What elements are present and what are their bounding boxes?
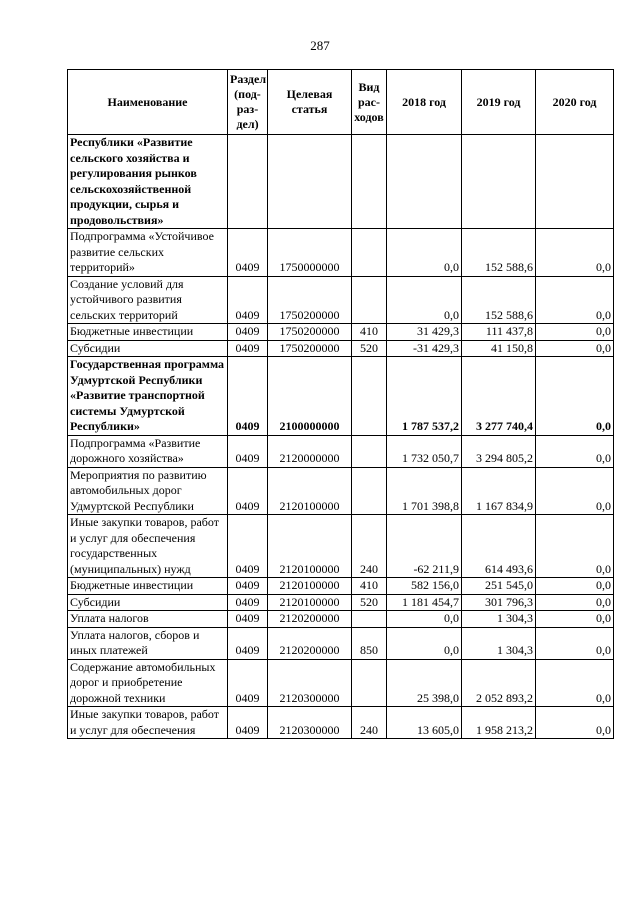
cell-2019: 1 958 213,2: [462, 707, 536, 739]
cell-section: 0409: [228, 627, 268, 659]
table-row: [68, 627, 614, 659]
cell-type: [352, 229, 387, 277]
table-row: [68, 357, 614, 436]
cell-2018: 13 605,0: [387, 707, 462, 739]
cell-type: [352, 659, 387, 707]
header-target: Целевая статья: [268, 70, 352, 135]
cell-2020: 0,0: [536, 594, 614, 611]
cell-type: [352, 467, 387, 515]
cell-2019: 152 588,6: [462, 229, 536, 277]
cell-target: 2120100000: [268, 594, 352, 611]
cell-section: 0409: [228, 594, 268, 611]
cell-target: 2120200000: [268, 611, 352, 628]
page-number: 287: [310, 38, 330, 53]
table-header: [68, 70, 614, 135]
cell-name: Содержание автомобильных дорог и приобретение дорожной техники: [68, 659, 228, 707]
cell-2018: 582 156,0: [387, 578, 462, 595]
cell-target: 2100000000: [268, 357, 352, 436]
table-row: [68, 324, 614, 341]
table-row: [68, 276, 614, 324]
cell-section: 0409: [228, 578, 268, 595]
cell-name: Создание условий для устойчивого развития сельских территорий: [68, 276, 228, 324]
table-row: [68, 611, 614, 628]
cell-2020: 0,0: [536, 611, 614, 628]
cell-type: [352, 611, 387, 628]
cell-name: Республики «Развитие сельского хозяйства и регулирования рынков сельскохозяйственной продукции, сырья и продовольствия»: [68, 135, 228, 229]
cell-section: 0409: [228, 611, 268, 628]
table-row: [68, 340, 614, 357]
cell-target: 1750200000: [268, 276, 352, 324]
cell-2020: 0,0: [536, 659, 614, 707]
table-row: [68, 467, 614, 515]
budget-table: [67, 69, 614, 739]
cell-2020: 0,0: [536, 435, 614, 467]
cell-2019: 152 588,6: [462, 276, 536, 324]
cell-name: Иные закупки товаров, работ и услуг для обеспечения государственных (муниципальных) нужд: [68, 515, 228, 578]
cell-2019: 1 304,3: [462, 627, 536, 659]
cell-2020: [536, 135, 614, 229]
cell-2019: 111 437,8: [462, 324, 536, 341]
cell-2020: 0,0: [536, 467, 614, 515]
cell-name: Бюджетные инвестиции: [68, 578, 228, 595]
cell-2020: 0,0: [536, 340, 614, 357]
cell-name: Субсидии: [68, 594, 228, 611]
header-name: Наименование: [68, 70, 228, 135]
cell-2020: 0,0: [536, 229, 614, 277]
cell-2018: [387, 135, 462, 229]
cell-2018: -31 429,3: [387, 340, 462, 357]
table-row: [68, 435, 614, 467]
cell-2018: 1 181 454,7: [387, 594, 462, 611]
cell-2018: 1 701 398,8: [387, 467, 462, 515]
cell-2018: 1 787 537,2: [387, 357, 462, 436]
cell-2018: 1 732 050,7: [387, 435, 462, 467]
table-row: [68, 659, 614, 707]
cell-2019: 2 052 893,2: [462, 659, 536, 707]
cell-section: 0409: [228, 324, 268, 341]
cell-name: Государственная программа Удмуртской Республики «Развитие транспортной системы Удмуртской Республики»: [68, 357, 228, 436]
cell-2019: 1 167 834,9: [462, 467, 536, 515]
cell-2019: 3 277 740,4: [462, 357, 536, 436]
cell-2018: 25 398,0: [387, 659, 462, 707]
table-row: [68, 594, 614, 611]
cell-section: 0409: [228, 707, 268, 739]
cell-type: 410: [352, 324, 387, 341]
cell-name: Подпрограмма «Устойчивое развитие сельских территорий»: [68, 229, 228, 277]
cell-target: [268, 135, 352, 229]
cell-type: [352, 276, 387, 324]
cell-2018: 0,0: [387, 229, 462, 277]
cell-2020: 0,0: [536, 515, 614, 578]
cell-2019: 614 493,6: [462, 515, 536, 578]
cell-target: 1750200000: [268, 340, 352, 357]
table-row: [68, 515, 614, 578]
cell-2019: 1 304,3: [462, 611, 536, 628]
cell-type: 240: [352, 707, 387, 739]
cell-2019: 301 796,3: [462, 594, 536, 611]
cell-target: 2120100000: [268, 578, 352, 595]
cell-2020: 0,0: [536, 324, 614, 341]
cell-section: 0409: [228, 340, 268, 357]
cell-type: 520: [352, 340, 387, 357]
cell-2020: 0,0: [536, 357, 614, 436]
header-2019: 2019 год: [462, 70, 536, 135]
cell-2018: 0,0: [387, 276, 462, 324]
cell-2019: 41 150,8: [462, 340, 536, 357]
cell-type: [352, 357, 387, 436]
table-row: [68, 135, 614, 229]
table-body: [68, 135, 614, 739]
header-2020: 2020 год: [536, 70, 614, 135]
cell-2019: 3 294 805,2: [462, 435, 536, 467]
cell-name: Бюджетные инвестиции: [68, 324, 228, 341]
table-row: [68, 707, 614, 739]
cell-target: 2120200000: [268, 627, 352, 659]
cell-name: Иные закупки товаров, работ и услуг для обеспечения: [68, 707, 228, 739]
header-type: Вид рас- ходов: [352, 70, 387, 135]
table-row: [68, 578, 614, 595]
cell-target: 2120300000: [268, 707, 352, 739]
cell-target: 2120000000: [268, 435, 352, 467]
cell-type: 520: [352, 594, 387, 611]
cell-2018: 0,0: [387, 627, 462, 659]
cell-section: 0409: [228, 229, 268, 277]
cell-2020: 0,0: [536, 627, 614, 659]
cell-name: Субсидии: [68, 340, 228, 357]
cell-name: Уплата налогов, сборов и иных платежей: [68, 627, 228, 659]
cell-name: Подпрограмма «Развитие дорожного хозяйства»: [68, 435, 228, 467]
cell-target: 2120300000: [268, 659, 352, 707]
cell-2018: 0,0: [387, 611, 462, 628]
cell-2019: 251 545,0: [462, 578, 536, 595]
cell-type: 410: [352, 578, 387, 595]
cell-2019: [462, 135, 536, 229]
cell-type: 850: [352, 627, 387, 659]
cell-name: Мероприятия по развитию автомобильных дорог Удмуртской Республики: [68, 467, 228, 515]
cell-type: [352, 135, 387, 229]
cell-type: [352, 435, 387, 467]
cell-name: Уплата налогов: [68, 611, 228, 628]
cell-target: 1750000000: [268, 229, 352, 277]
cell-section: [228, 135, 268, 229]
cell-section: 0409: [228, 357, 268, 436]
cell-target: 1750200000: [268, 324, 352, 341]
cell-section: 0409: [228, 467, 268, 515]
table-row: [68, 229, 614, 277]
cell-2020: 0,0: [536, 276, 614, 324]
cell-target: 2120100000: [268, 515, 352, 578]
cell-target: 2120100000: [268, 467, 352, 515]
cell-section: 0409: [228, 659, 268, 707]
cell-2018: 31 429,3: [387, 324, 462, 341]
cell-type: 240: [352, 515, 387, 578]
cell-section: 0409: [228, 435, 268, 467]
cell-2020: 0,0: [536, 578, 614, 595]
cell-section: 0409: [228, 276, 268, 324]
cell-2020: 0,0: [536, 707, 614, 739]
header-section: Раздел (под- раз- дел): [228, 70, 268, 135]
header-2018: 2018 год: [387, 70, 462, 135]
cell-2018: -62 211,9: [387, 515, 462, 578]
cell-section: 0409: [228, 515, 268, 578]
